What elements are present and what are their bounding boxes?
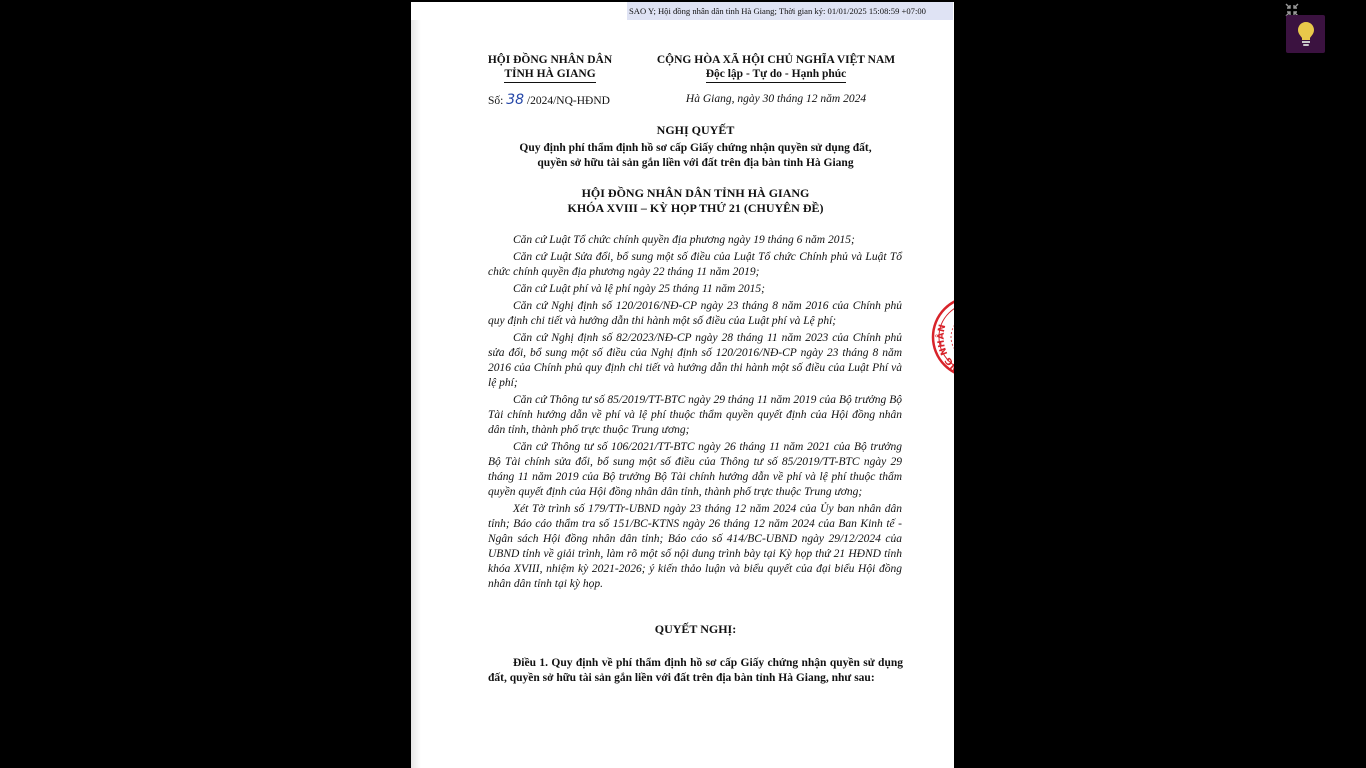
legal-basis-item: Căn cứ Nghị định số 120/2016/NĐ-CP ngày 23 tháng 8 năm 2016 của Chính phủ quy định chi tiết và hướng dẫn thi hành một số điều của Luật phí và Lệ phí; (488, 300, 902, 327)
country-name: CỘNG HÒA XÃ HỘI CHỦ NGHĨA VIỆT NAM (656, 54, 896, 66)
document-subject (488, 141, 903, 171)
digital-signature-banner: SAO Y; Hội đồng nhân dân tỉnh Hà Giang; Thời gian ký: 01/01/2025 15:08:59 +07:00 (627, 2, 953, 20)
subject-line-1: Quy định phí thẩm định hồ sơ cấp Giấy chứng nhận quyền sử dụng đất, (519, 142, 872, 154)
document-type: NGHỊ QUYẾT (656, 123, 735, 137)
legal-basis-item: Căn cứ Nghị định số 82/2023/NĐ-CP ngày 28 tháng 11 năm 2023 của Chính phủ sửa đổi, bổ sung một số điều của Nghị định số 120/2016/NĐ-CP ngày 23 tháng 8 năm 2016 của Chính phủ quy định chi tiết và hướng dẫn thi hành một số điều của Luật Phí và lệ phí; (488, 332, 902, 389)
document-date: Hà Giang, ngày 30 tháng 12 năm 2024 (685, 93, 867, 105)
article-1: Điều 1. Quy định về phí thẩm định hồ sơ cấp Giấy chứng nhận quyền sử dụng đất, quyền sở hữu tài sản gắn liền với đất trên địa bàn tỉnh Hà Giang, như sau: (488, 657, 903, 684)
legal-basis-item: Căn cứ Luật Sửa đổi, bổ sung một số điều của Luật Tổ chức Chính phủ và Luật Tổ chức chính quyền địa phương ngày 22 tháng 11 năm 2019; (488, 251, 902, 278)
scan-edge-shadow (411, 20, 421, 768)
legal-bases (488, 233, 902, 594)
document-page[interactable] (411, 2, 974, 768)
subject-line-2: quyền sở hữu tài sản gắn liền với đất trên địa bàn tỉnh Hà Giang (537, 157, 854, 169)
handwritten-number: 38 (506, 92, 525, 108)
council-line-2: KHÓA XVIII – KỲ HỌP THỨ 21 (CHUYÊN ĐỀ) (567, 201, 824, 215)
seal-text: ĐỒNG NHÂN (936, 323, 974, 381)
number-suffix: /2024/NQ-HĐND (524, 95, 610, 107)
hint-button[interactable] (1286, 15, 1325, 53)
red-seal-stamp (923, 292, 974, 382)
number-prefix: Số: (488, 95, 507, 107)
document-number (488, 92, 610, 108)
agency-line-1: HỘI ĐỒNG NHÂN DÂN (487, 54, 613, 66)
national-title (641, 53, 911, 83)
council-line-1: HỘI ĐỒNG NHÂN DÂN TỈNH HÀ GIANG (581, 186, 810, 200)
legal-basis-item: Căn cứ Luật phí và lệ phí ngày 25 tháng 11 năm 2015; (513, 283, 766, 295)
legal-basis-item: Căn cứ Luật Tổ chức chính quyền địa phương ngày 19 tháng 6 năm 2015; (513, 234, 855, 246)
legal-basis-item: Xét Tờ trình số 179/TTr-UBND ngày 23 tháng 12 năm 2024 của Ủy ban nhân dân tỉnh; Báo cáo thẩm tra số 151/BC-KTNS ngày 26 tháng 12 năm 2024 của Ban Kinh tế - Ngân sách Hội đồng nhân dân tỉnh; Báo cáo số 414/BC-UBND ngày 29/12/2024 của UBND tỉnh về giải trình, làm rõ một số nội dung trình bày tại Kỳ họp thứ 21 HĐND tỉnh khóa XVIII, nhiệm kỳ 2021-2026; ý kiến thảo luận và biểu quyết của đại biểu Hội đồng nhân dân tỉnh tại kỳ họp. (488, 503, 902, 590)
agency-line-2: TỈNH HÀ GIANG (504, 67, 595, 83)
council-title (488, 186, 903, 216)
legal-basis-item: Căn cứ Thông tư số 85/2019/TT-BTC ngày 29 tháng 11 năm 2019 của Bộ trưởng Bộ Tài chính hướng dẫn về phí và lệ phí thuộc thẩm quyền quyết định của Hội đồng nhân dân tỉnh, thành phố trực thuộc Trung ương; (488, 394, 902, 436)
national-motto: Độc lập - Tự do - Hạnh phúc (706, 67, 847, 83)
lightbulb-icon (1297, 21, 1315, 47)
issuing-agency (471, 53, 629, 83)
legal-basis-item: Căn cứ Thông tư số 106/2021/TT-BTC ngày 26 tháng 11 năm 2021 của Bộ trưởng Bộ Tài chính sửa đổi, bổ sung một số điều của Thông tư số 85/2019/TT-BTC ngày 29 tháng 11 năm 2019 của Bộ trưởng Bộ Tài chính hướng dẫn về phí và lệ phí thuộc thẩm quyền quyết định của Hội đồng nhân dân tỉnh, thành phố trực thuộc Trung ương; (488, 441, 902, 498)
resolve-heading: QUYẾT NGHỊ: (654, 622, 737, 636)
svg-text:ĐỒNG NHÂN (935, 323, 974, 381)
